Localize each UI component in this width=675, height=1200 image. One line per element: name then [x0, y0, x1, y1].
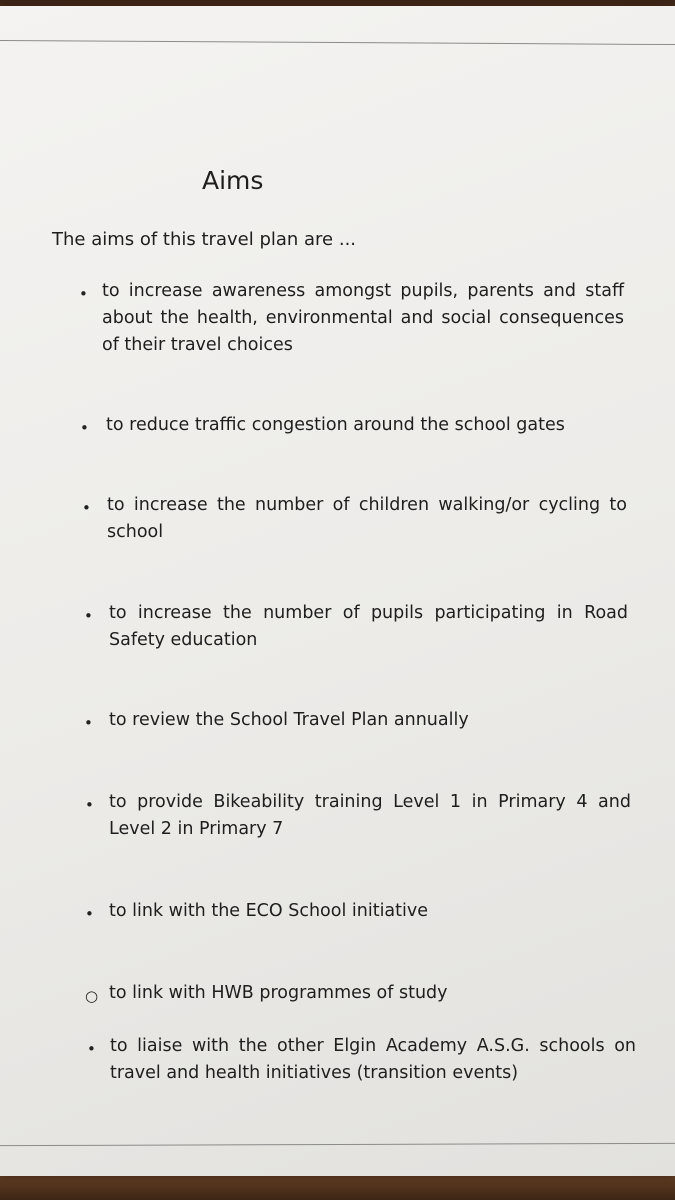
bullet-point: • — [84, 714, 93, 732]
bullet-point-hollow: ○ — [85, 987, 99, 1005]
aim-item: to liaise with the other Elgin Academy A.S.G. schools on travel and health initiatives (transition events) — [110, 1036, 636, 1083]
aim-item: to link with the ECO School initiative — [109, 901, 428, 921]
aim-item: to provide Bikeability training Level 1 in Primary 4 and Level 2 in Primary 7 — [109, 792, 631, 839]
intro-text: The aims of this travel plan are ... — [52, 229, 357, 250]
aim-item: to increase the number of children walking/or cycling to school — [107, 495, 627, 542]
bullet-point: • — [80, 419, 89, 437]
bullet-point: • — [85, 905, 94, 923]
bullet-point: • — [79, 285, 88, 303]
bullet-point: • — [82, 499, 91, 517]
aim-item: to increase awareness amongst pupils, parents and staff about the health, environmental and social consequences of their travel choices — [102, 281, 624, 355]
aim-item: to review the School Travel Plan annually — [109, 710, 469, 730]
bullet-point: • — [85, 796, 94, 814]
aim-item: to reduce traffic congestion around the school gates — [106, 415, 565, 435]
footer-rule — [0, 1143, 675, 1146]
bullet-point: • — [84, 607, 93, 625]
bullet-point: • — [87, 1040, 96, 1058]
aim-item: to increase the number of pupils participating in Road Safety education — [109, 603, 628, 650]
aim-item: to link with HWB programmes of study — [109, 983, 448, 1003]
paper-sheet — [0, 6, 675, 1176]
header-rule — [0, 40, 675, 45]
page-title: Aims — [202, 166, 264, 195]
